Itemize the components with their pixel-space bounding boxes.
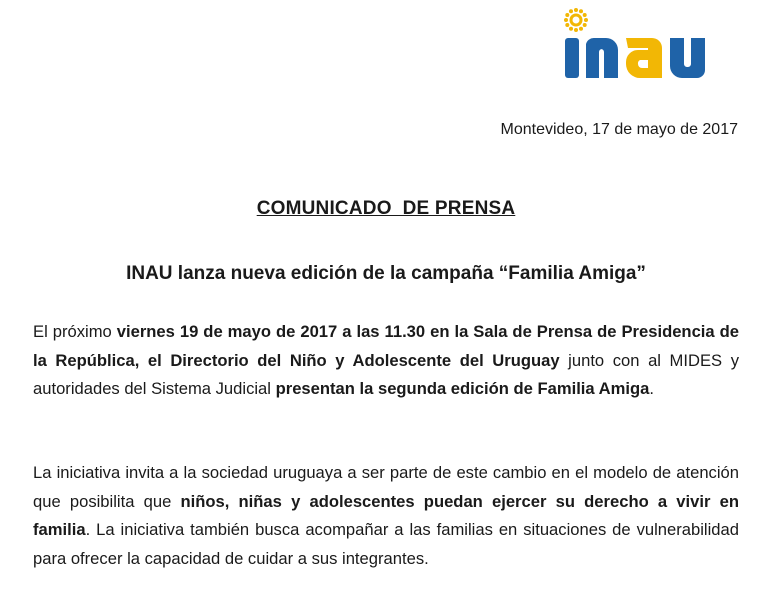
paragraph-1-text-2: junto con al MIDES y autoridades del Sistema Judicial: [33, 350, 739, 399]
sun-icon: [564, 8, 588, 32]
document-date: Montevideo, 17 de mayo de 2017: [500, 121, 738, 138]
paragraph-1-bold-2: presentan la segunda edición de Familia Amiga: [275, 379, 650, 399]
paragraph-1: [33, 318, 739, 404]
paragraph-2-text-1: La iniciativa invita a la sociedad uruguaya a ser parte de este cambio en el modelo de atención que posibilita que: [33, 463, 739, 511]
paragraph-1-text-3: .: [649, 379, 654, 399]
paragraph-2-bold-1: niños, niñas y adolescentes puedan ejercer su derecho a vivir en familia: [33, 491, 739, 540]
paragraph-1-bold-1: viernes 19 de mayo de 2017 a las 11.30 en la Sala de Prensa de Presidencia de la República, el Directorio del Niño y Adolescente del Uruguay: [33, 322, 739, 370]
document-title: COMUNICADO DE PRENSA: [256, 198, 516, 219]
document-headline: INAU lanza nueva edición de la campaña “Familia Amiga”: [126, 263, 646, 284]
paragraph-1-text-1: El próximo: [33, 322, 117, 341]
paragraph-2: [33, 459, 739, 574]
inau-logo: [560, 4, 740, 84]
paragraph-2-text-2: . La iniciativa también busca acompañar a las familias en situaciones de vulnerabilidad para ofrecer la capacidad de cuidar a sus integrantes.: [33, 520, 739, 569]
inau-logo-icon: [560, 4, 740, 84]
